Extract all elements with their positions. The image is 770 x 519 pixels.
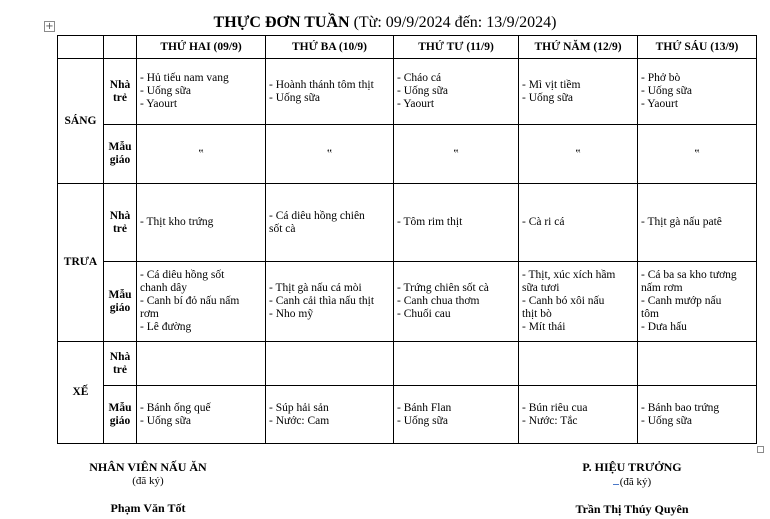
menu-item-line: - Hoành thánh tôm thịt — [269, 78, 374, 91]
menu-item-line: - Phở bò — [641, 72, 681, 84]
signature-role: P. HIỆU TRƯỞNG — [582, 460, 682, 474]
menu-item-line: - Hủ tiếu nam vang — [140, 72, 229, 84]
menu-item-line: - Nho mỹ — [269, 308, 314, 320]
menu-item-line: sữa tươi — [522, 282, 560, 294]
menu-item-line: - Uống sữa — [641, 414, 692, 427]
menu-item-line: - Uống sữa — [397, 85, 448, 97]
menu-item-line: - Bánh ống quế — [140, 401, 211, 414]
row-trua-nha-tre — [58, 184, 757, 262]
signature-block-cook — [48, 460, 248, 516]
table-resize-handle-icon[interactable] — [757, 446, 764, 453]
menu-cell — [638, 262, 757, 342]
empty-cell — [394, 342, 519, 386]
menu-cell — [266, 184, 394, 262]
menu-item-line: - Mít thái — [522, 321, 566, 333]
ditto-cell: ‟ — [638, 125, 757, 184]
empty-cell — [519, 342, 638, 386]
signature-block-vice-principal — [532, 460, 732, 517]
menu-cell — [394, 184, 519, 262]
session-label-sang: SÁNG — [58, 59, 104, 184]
menu-item-line: - Uống sữa — [522, 91, 573, 104]
row-sang-nha-tre — [58, 59, 757, 125]
menu-item-line: - Bánh bao trứng — [641, 401, 720, 414]
menu-item-line: - Cà ri cá — [522, 216, 565, 228]
empty-cell — [638, 342, 757, 386]
menu-item-line: - Canh cải thìa nấu thịt — [269, 295, 375, 307]
group-label-mau-giao: Mẫu giáo — [104, 125, 137, 184]
signature-status: (đã ký) — [132, 475, 164, 487]
menu-item-line: - Thịt kho trứng — [140, 216, 214, 228]
menu-item-line: - Thịt gà nấu patê — [641, 216, 722, 228]
row-sang-mau-giao — [58, 125, 757, 184]
day-header: THỨ BA (10/9) — [266, 36, 394, 59]
ditto-cell: ‟ — [137, 125, 266, 184]
menu-item-line: - Canh mướp nấu — [641, 295, 722, 307]
menu-item-line: - Uống sữa — [397, 414, 448, 427]
menu-item-line: rơm — [140, 308, 159, 320]
menu-cell — [638, 386, 757, 444]
row-xe-mau-giao — [58, 386, 757, 444]
menu-item-line: - Cá diêu hồng chiên — [269, 209, 365, 222]
menu-item-line: sốt cà — [269, 222, 296, 235]
menu-item-line: - Súp hải sản — [269, 401, 329, 414]
menu-cell — [266, 59, 394, 125]
menu-cell — [137, 386, 266, 444]
signature-name: Trần Thị Thúy Quyên — [575, 502, 689, 516]
empty-cell — [266, 342, 394, 386]
menu-item-line: - Nước: Cam — [269, 414, 330, 427]
group-label-nha-tre: Nhà trẻ — [104, 184, 137, 262]
day-header: THỨ HAI (09/9) — [137, 36, 266, 59]
menu-item-line: - Yaourt — [397, 98, 435, 110]
group-label-mau-giao: Mẫu giáo — [104, 386, 137, 444]
day-header: THỨ SÁU (13/9) — [638, 36, 757, 59]
signature-role: NHÂN VIÊN NẤU ĂN — [89, 460, 207, 474]
menu-item-line: - Thịt, xúc xích hầm — [522, 269, 616, 281]
menu-item-line: - Lê đường — [140, 321, 192, 333]
menu-item-line: - Uống sữa — [140, 414, 191, 427]
ditto-cell: ‟ — [519, 125, 638, 184]
group-label-nha-tre: Nhà trẻ — [104, 59, 137, 125]
session-label-xe: XẾ — [58, 342, 104, 444]
menu-item-line: - Cháo cá — [397, 72, 442, 84]
menu-item-line: tôm — [641, 308, 659, 320]
header-row — [58, 36, 757, 59]
menu-cell — [519, 59, 638, 125]
group-label-mau-giao: Mẫu giáo — [104, 262, 137, 342]
menu-item-line: - Uống sữa — [269, 91, 320, 104]
menu-cell — [519, 262, 638, 342]
menu-item-line: - Canh bó xôi nấu — [522, 295, 605, 307]
menu-item-line: - Canh chua thơm — [397, 295, 480, 307]
table-move-handle-icon[interactable]: + — [45, 21, 54, 32]
menu-item-line: - Thịt gà nấu cá mòi — [269, 282, 362, 294]
menu-item-line: thịt bò — [522, 308, 552, 320]
menu-item-line: nấm rơm — [641, 282, 683, 294]
signature-status: (đã ký) — [532, 475, 732, 488]
menu-cell — [519, 386, 638, 444]
ditto-cell: ‟ — [266, 125, 394, 184]
menu-item-line: - Nước: Tắc — [522, 414, 578, 427]
menu-item-line: - Mì vịt tiềm — [522, 78, 581, 91]
row-xe-nha-tre — [58, 342, 757, 386]
menu-cell — [266, 386, 394, 444]
header-corner — [104, 36, 137, 59]
title-date-range: (Từ: 09/9/2024 đến: 13/9/2024) — [349, 14, 557, 31]
text-cursor-icon — [613, 475, 619, 485]
group-label-nha-tre: Nhà trẻ — [104, 342, 137, 386]
menu-item-line: - Bún riêu cua — [522, 401, 588, 414]
header-corner — [58, 36, 104, 59]
menu-cell — [638, 59, 757, 125]
menu-item-line: - Dưa hấu — [641, 321, 687, 333]
menu-cell — [394, 59, 519, 125]
menu-cell — [266, 262, 394, 342]
day-header: THỨ TƯ (11/9) — [394, 36, 519, 59]
menu-item-line: - Cá diêu hồng sốt — [140, 269, 225, 281]
page-title — [0, 14, 770, 32]
weekly-menu-table — [57, 35, 757, 444]
signature-name: Phạm Văn Tốt — [110, 501, 186, 515]
menu-cell — [137, 59, 266, 125]
menu-item-line: - Bánh Flan — [397, 401, 452, 414]
menu-item-line: - Chuối cau — [397, 308, 451, 320]
ditto-cell: ‟ — [394, 125, 519, 184]
menu-item-line: - Cá ba sa kho tương — [641, 269, 737, 281]
menu-item-line: - Canh bí đỏ nấu nấm — [140, 295, 240, 307]
day-header: THỨ NĂM (12/9) — [519, 36, 638, 59]
session-label-trua: TRƯA — [58, 184, 104, 342]
empty-cell — [137, 342, 266, 386]
menu-cell — [638, 184, 757, 262]
menu-item-line: - Yaourt — [140, 98, 178, 110]
menu-item-line: chanh dây — [140, 282, 187, 294]
title-main: THỰC ĐƠN TUẦN — [213, 14, 350, 31]
menu-item-line: - Tôm rim thịt — [397, 216, 463, 228]
menu-item-line: - Yaourt — [641, 98, 679, 110]
menu-cell — [394, 262, 519, 342]
menu-cell — [137, 262, 266, 342]
menu-cell — [519, 184, 638, 262]
menu-item-line: - Uống sữa — [641, 85, 692, 97]
menu-item-line: - Trứng chiên sốt cà — [397, 282, 489, 294]
menu-cell — [137, 184, 266, 262]
menu-cell — [394, 386, 519, 444]
row-trua-mau-giao — [58, 262, 757, 342]
menu-item-line: - Uống sữa — [140, 85, 191, 97]
